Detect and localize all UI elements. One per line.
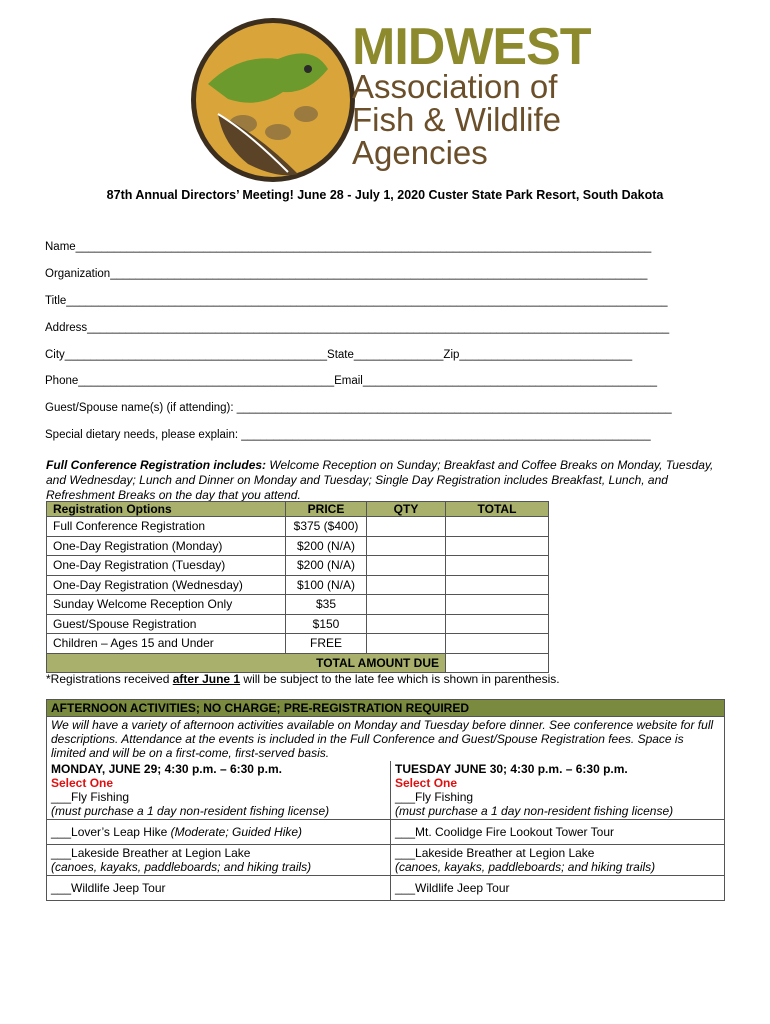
total-due-label: TOTAL AMOUNT DUE (47, 653, 446, 673)
org-name-line2: Association of (352, 68, 558, 105)
table-row (47, 517, 549, 537)
tuesday-option-2-label: ___Mt. Coolidge Fire Lookout Tower Tour (395, 825, 615, 839)
table-row (47, 614, 549, 634)
total-cell[interactable] (446, 575, 549, 595)
monday-header (47, 761, 391, 820)
table-row (47, 536, 549, 556)
title-field[interactable]: Title______________________________________________________________________________________________ (45, 295, 668, 307)
tuesday-select-label: Select One (395, 776, 458, 790)
includes-lead: Full Conference Registration includes: (46, 458, 267, 472)
name-field[interactable]: Name__________________________________________________________________________________________ (45, 241, 652, 253)
price-cell: FREE (286, 634, 367, 654)
total-cell[interactable] (446, 614, 549, 634)
monday-option-2[interactable] (47, 820, 391, 845)
total-due-row (47, 653, 549, 673)
activities-table (46, 699, 725, 901)
dietary-needs-field[interactable]: Special dietary needs, please explain: ________________________________________________________________ (45, 429, 651, 441)
total-header: TOTAL (446, 502, 549, 517)
late-note-pre: *Registrations received (46, 672, 173, 686)
monday-option-4-label: ___Wildlife Jeep Tour (51, 881, 166, 895)
org-name-line3: Fish & Wildlife (352, 101, 562, 138)
registration-includes (46, 458, 736, 503)
option-cell: Sunday Welcome Reception Only (47, 595, 286, 615)
monday-option-1-note: (must purchase a 1 day non-resident fishing license) (51, 804, 330, 818)
monday-option-4[interactable] (47, 876, 391, 901)
org-name-midwest: MIDWEST (352, 18, 591, 76)
option-cell: One-Day Registration (Monday) (47, 536, 286, 556)
option-cell: Full Conference Registration (47, 517, 286, 537)
monday-option-3[interactable] (47, 845, 391, 876)
qty-cell[interactable] (367, 517, 446, 537)
option-cell: Guest/Spouse Registration (47, 614, 286, 634)
phone-email-field[interactable]: Phone________________________________________Email______________________________________________ (45, 375, 658, 387)
total-cell[interactable] (446, 634, 549, 654)
monday-option-2-note: (Moderate; Guided Hike) (170, 825, 303, 839)
tuesday-option-3[interactable] (391, 845, 725, 876)
option-cell: One-Day Registration (Wednesday) (47, 575, 286, 595)
tuesday-option-1[interactable]: ___Fly Fishing (395, 790, 474, 804)
price-cell: $35 (286, 595, 367, 615)
total-cell[interactable] (446, 536, 549, 556)
tuesday-option-4[interactable] (391, 876, 725, 901)
city-state-zip-field[interactable]: City_________________________________________State______________Zip___________________________ (45, 349, 633, 361)
org-name-line4: Agencies (352, 134, 488, 171)
address-field[interactable]: Address___________________________________________________________________________________________ (45, 322, 670, 334)
price-cell: $200 (N/A) (286, 556, 367, 576)
total-due-cell[interactable] (446, 653, 549, 673)
monday-option-3-label: ___Lakeside Breather at Legion Lake (51, 846, 251, 860)
late-fee-note (46, 672, 560, 686)
tuesday-option-3-note: (canoes, kayaks, paddleboards; and hiking trails) (395, 860, 656, 874)
options-header: Registration Options (47, 502, 286, 517)
tuesday-option-2[interactable] (391, 820, 725, 845)
late-note-date: after June 1 (172, 672, 241, 686)
tuesday-option-1-note: (must purchase a 1 day non-resident fishing license) (395, 804, 674, 818)
monday-title: MONDAY, JUNE 29; 4:30 p.m. – 6:30 p.m. (51, 762, 282, 776)
tuesday-option-4-label: ___Wildlife Jeep Tour (395, 881, 510, 895)
total-cell[interactable] (446, 556, 549, 576)
price-cell: $200 (N/A) (286, 536, 367, 556)
table-row (47, 556, 549, 576)
qty-cell[interactable] (367, 536, 446, 556)
option-cell: Children – Ages 15 and Under (47, 634, 286, 654)
monday-option-3-note: (canoes, kayaks, paddleboards; and hiking trails) (51, 860, 312, 874)
price-cell: $150 (286, 614, 367, 634)
includes-text: Welcome Reception on Sunday; Breakfast and Coffee Breaks on Monday, Tuesday, and Wednesday; Lunch and Dinner on Monday and Tuesday; Single Day Registration includes Breakfast, Lunch, and Refreshment Breaks on the day that you attend. (46, 458, 714, 502)
total-cell[interactable] (446, 595, 549, 615)
organization-field[interactable]: Organization____________________________________________________________________________________ (45, 268, 648, 280)
tuesday-header (391, 761, 725, 820)
tuesday-option-3-label: ___Lakeside Breather at Legion Lake (395, 846, 595, 860)
late-note-post: will be subject to the late fee which is shown in parenthesis. (240, 672, 560, 686)
registration-table (46, 501, 549, 673)
tuesday-title: TUESDAY JUNE 30; 4:30 p.m. – 6:30 p.m. (395, 762, 628, 776)
qty-header: QTY (367, 502, 446, 517)
meeting-title: 87th Annual Directors’ Meeting! June 28 - July 1, 2020 Custer State Park Resort, South Dakota (106, 188, 664, 202)
fish-feather-emblem (188, 14, 358, 186)
activities-heading: AFTERNOON ACTIVITIES; NO CHARGE; PRE-REGISTRATION REQUIRED (47, 700, 725, 717)
table-row (47, 595, 549, 615)
qty-cell[interactable] (367, 575, 446, 595)
price-cell: $100 (N/A) (286, 575, 367, 595)
monday-option-1[interactable]: ___Fly Fishing (51, 790, 130, 804)
table-row (47, 575, 549, 595)
price-header: PRICE (286, 502, 367, 517)
qty-cell[interactable] (367, 595, 446, 615)
guest-names-field[interactable]: Guest/Spouse name(s) (if attending): ____________________________________________________________________ (45, 402, 672, 414)
price-cell: $375 ($400) (286, 517, 367, 537)
total-cell[interactable] (446, 517, 549, 537)
option-cell: One-Day Registration (Tuesday) (47, 556, 286, 576)
activities-intro: We will have a variety of afternoon activities available on Monday and Tuesday before dinner. See conference website for full descriptions. Attendance at the events is included in the Full Conference and Guest/Spouse Registration fees. Space is limited and will be on a first-come, first-served basis. (47, 717, 725, 762)
qty-cell[interactable] (367, 556, 446, 576)
monday-select-label: Select One (51, 776, 114, 790)
qty-cell[interactable] (367, 634, 446, 654)
monday-option-2-label: ___Lover’s Leap Hike (51, 825, 171, 839)
table-header-row (47, 502, 549, 517)
qty-cell[interactable] (367, 614, 446, 634)
table-row (47, 634, 549, 654)
